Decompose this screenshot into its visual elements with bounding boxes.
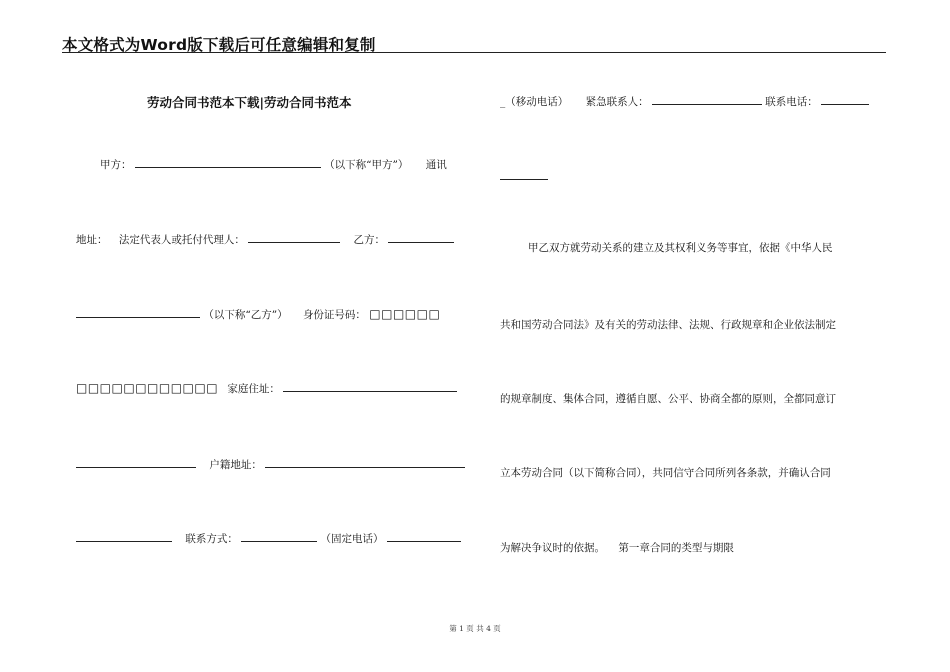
household-address-blank	[265, 456, 465, 468]
legal-rep-label: 法定代表人或托付代理人：	[118, 234, 245, 246]
party-b-blank	[388, 231, 454, 243]
header-divider	[62, 52, 886, 53]
party-b-label: 乙方：	[353, 234, 386, 246]
contact-phone-blank	[821, 93, 869, 105]
party-a-line	[100, 156, 447, 172]
contact-label: 联系方式：	[185, 533, 238, 545]
mobile-label: _（移动电话）	[500, 96, 569, 108]
document-title: 劳动合同书范本下载|劳动合同书范本	[147, 95, 352, 110]
contact-line	[76, 530, 461, 546]
legal-rep-blank	[248, 231, 340, 243]
paragraph-line-3: 的规章制度、集体合同，遵循自愿、公平、协商全都的原则，全都同意订	[500, 393, 836, 405]
paragraph-line-5-text: 为解决争议时的依据。	[500, 542, 605, 554]
id-boxes-row2: □□□□□□□□□□□□	[76, 381, 219, 395]
party-a-label: 甲方：	[100, 159, 132, 171]
landline-blank	[387, 530, 461, 542]
paragraph-line-1: 甲乙双方就劳动关系的建立及其权利义务等事宜，依据《中华人民	[528, 242, 833, 254]
home-address-blank	[283, 380, 457, 392]
household-prefix-blank	[76, 456, 196, 468]
party-a-blank	[135, 156, 321, 168]
party-b-alias: （以下称“乙方”）	[203, 309, 288, 321]
address-prefix: 通讯	[425, 159, 447, 171]
address-line	[76, 231, 454, 247]
household-line	[76, 456, 465, 472]
household-address-label: 户籍地址：	[209, 459, 262, 471]
home-address-label: 家庭住址：	[227, 383, 280, 395]
contact-phone-label: 联系电话：	[765, 96, 818, 108]
contact-phone-blank-continued	[500, 168, 548, 180]
party-a-alias: （以下称“甲方”）	[324, 159, 409, 171]
party-b-alias-line	[76, 306, 440, 322]
contact-blank	[241, 530, 317, 542]
contact-phone-continued	[500, 168, 548, 184]
paragraph-line-5	[500, 541, 734, 555]
id-home-line	[76, 380, 457, 396]
party-b-name-blank	[76, 306, 200, 318]
id-boxes-row1: □□□□□□	[369, 307, 441, 321]
page-footer: 第 1 页 共 4 页	[449, 624, 501, 633]
chapter-heading: 第一章合同的类型与期限	[618, 542, 734, 554]
landline-label: （固定电话）	[320, 533, 384, 545]
emergency-contact-label: 紧急联系人：	[585, 96, 649, 108]
mobile-line	[500, 93, 869, 109]
emergency-contact-blank	[652, 93, 762, 105]
page-header-banner: 本文格式为Word版下载后可任意编辑和复制	[62, 36, 376, 54]
address-label: 地址：	[76, 234, 108, 246]
contact-prefix-blank	[76, 530, 172, 542]
paragraph-line-4: 立本劳动合同（以下简称合同），共同信守合同所列各条款，并确认合同	[500, 467, 831, 479]
id-label: 身份证号码：	[302, 309, 366, 321]
paragraph-line-2: 共和国劳动合同法》及有关的劳动法律、法规、行政规章和企业依法制定	[500, 319, 836, 331]
